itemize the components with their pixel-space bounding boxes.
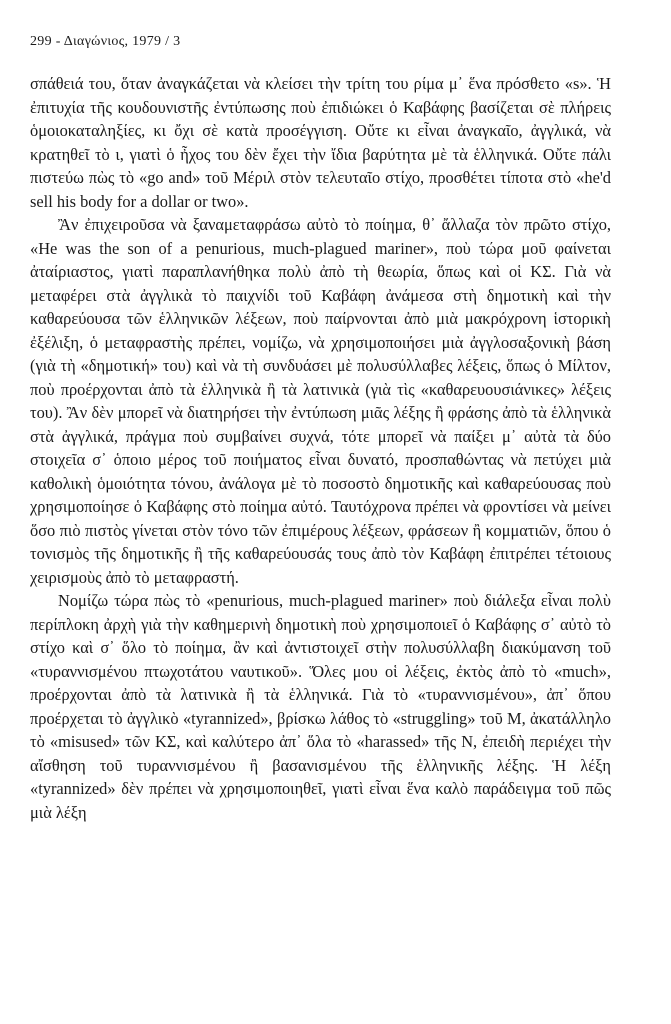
paragraph: Νομίζω τώρα πὼς τὸ «penurious, much-plagued mariner» ποὺ διάλεξα εἶναι πολὺ περίπλοκη ἀρχὴ γιὰ τὴν καθημερινὴ δημοτικὴ ποὺ χρησιμοποιεῖ ὁ Καβάφης σ᾿ αὐτὸ τὸ στίχο καὶ σ᾿ ὅλο τὸ ποίημα, ἂν καὶ ἀντιστοιχεῖ στὴν πολυσύλλαβη διακύμανση τοῦ «τυραννισμένου πτωχοτάτου ναυτικοῦ». Ὅλες μου οἱ λέξεις, ἐκτὸς ἀπὸ τὸ «much», προέρχονται ἀπὸ τὰ λατινικὰ ἢ τὰ ἑλληνικά. Γιὰ τὸ «τυραννισμένου», ἀπ᾿ ὅπου προέρχεται τὸ ἀγγλικὸ «tyrannized», βρίσκω λάθος τὸ «struggling» τοῦ Μ, ἀκατάλληλο τὸ «misused» τῶν ΚΣ, καὶ καλύτερο ἀπ᾿ ὅλα τὸ «harassed» τῆς Ν, ἐπειδὴ περιέχει τὴν αἴσθηση τοῦ τυραννισμένου ἢ βασανισμένου τῆς ἑλληνικῆς λέξης. Ἡ λέξη «tyrannized» δὲν πρέπει νὰ χρησιμοποιηθεῖ, γιατὶ εἶναι ἕνα καλὸ παράδειγμα τοῦ πῶς μιὰ λέξη (30, 591, 611, 822)
paragraph: σπάθειά του, ὅταν ἀναγκάζεται νὰ κλείσει τὴν τρίτη του ρίμα μ᾿ ἕνα πρόσθετο «s». Ἡ ἐπιτυχία τῆς κουδουνιστῆς ἐντύπωσης ποὺ ἐπιδιώκει ὁ Καβάφης βασίζεται σὲ πλήρεις ὁμοιοκαταληξίες, κι ὄχι σὲ κατὰ προσέγγιση. Οὔτε κι εἶναι ἀναγκαῖο, ἀγγλικά, νὰ κρατηθεῖ τὸ ι, γιατὶ ὁ ἦχος του δὲν ἔχει τὴν ἴδια βαρύτητα μὲ τὰ ἑλληνικά. Οὔτε πάλι πιστεύω πὼς τὸ «go and» τοῦ Μέριλ στὸν τελευταῖο στίχο, προσθέτει τίποτα στὸ «he'd sell his body for a dollar or two». (30, 74, 611, 211)
running-head: 299 - Διαγώνιος, 1979 / 3 (30, 34, 181, 49)
body-text (30, 72, 611, 824)
paragraph: Ἂν ἐπιχειροῦσα νὰ ξαναμεταφράσω αὐτὸ τὸ ποίημα, θ᾿ ἄλλαζα τὸν πρῶτο στίχο, «He was the son of a penurious, much-plagued mariner», ποὺ τώρα μοῦ φαίνεται ἀταίριαστος, γιατὶ παραπλανήθηκα πολὺ ἀπὸ τὴ θεωρία, ὅπως καὶ οἱ ΚΣ. Γιὰ νὰ μεταφέρει στὰ ἀγγλικὰ τὸ παιχνίδι τοῦ Καβάφη ἀνάμεσα στὴ δημοτικὴ καὶ τὴν καθαρεύουσα τῶν ἑλληνικῶν λέξεων, ποὺ παίρνονται ἀπὸ μιὰ μακρόχρονη ἱστορικὴ ἐξέλιξη, ὁ μεταφραστὴς πρέπει, νομίζω, νὰ χρησιμοποιήσει μιὰ ἀγγλοσαξονικὴ βάση (γιὰ τὴ «δημοτική» του) καὶ νὰ τὴ συνδυάσει μὲ πολυσύλλαβες λέξεις, ὅπως ὁ Μίλτον, ποὺ προέρχονται ἀπὸ τὰ ἑλληνικὰ ἢ τὰ λατινικὰ (γιὰ τὶς «καθαρευουσιάνικες» λέξεις του). Ἂν δὲν μπορεῖ νὰ διατηρήσει τὴν ἐντύπωση μιᾶς λέξης ἢ φράσης ἀπὸ τὰ ἑλληνικὰ στὰ ἀγγλικά, πράγμα ποὺ συμβαίνει συχνά, τότε μπορεῖ νὰ παίξει μ᾿ αὐτὰ τὰ δύο στοιχεῖα σ᾿ ὁποιο μέρος τοῦ ποιήματος εἶναι δυνατό, προσπαθώντας νὰ πετύχει μιὰ καθολικὴ ὁμοιότητα τόνου, ἀνάλογα μὲ τὸ ποσοστὸ δημοτικῆς καὶ καθαρεύουσας ποὺ χρησιμοποίησε ὁ Καβάφης στὸ ποίημα αὐτό. Ταυτόχρονα πρέπει νὰ φροντίσει νὰ μείνει ὅσο πιὸ πιστὸς γίνεται στὸν τόνο τῶν ἐπιμέρους λέξεων, φράσεων ἢ κομματιῶν, ὅπου ὁ τονισμὸς τῆς δημοτικῆς ἢ τῆς καθαρεύουσάς τους ἀπὸ τὸν Καβάφη ἐπιτρέπει τέτοιους χειρισμοὺς ἀπὸ τὸ μεταφραστή. (30, 215, 611, 587)
